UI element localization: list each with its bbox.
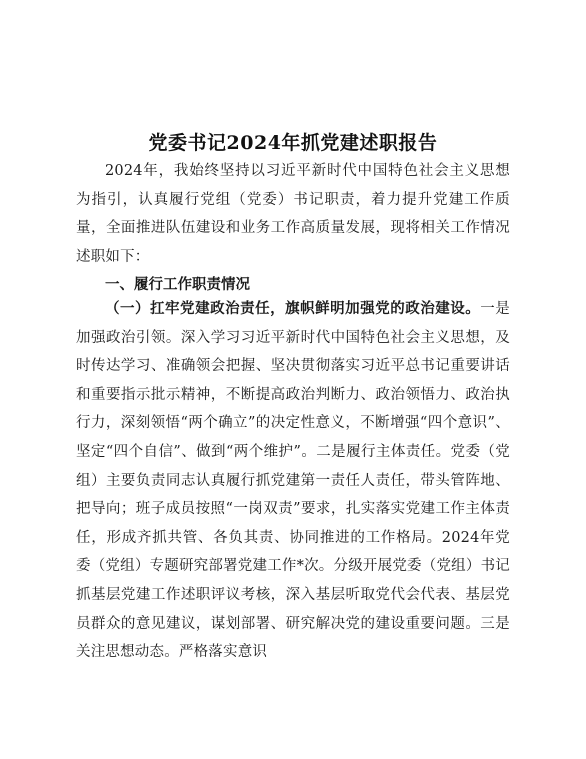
intro-paragraph: 2024年，我始终坚持以习近平新时代中国特色社会主义思想为指引，认真履行党组（党委）书记职责，着力提升党建工作质量，全面推进队伍建设和业务工作高质量发展，现将相关工作情况述职如下： [76,163,510,265]
subsection-body: 一是加强政治引领。深入学习习近平新时代中国特色社会主义思想，及时传达学习、准确领会把握、坚决贯彻落实习近平总书记重要讲话和重要指示批示精神，不断提高政治判断力、政治领悟力、政治执行力，深刻领悟“两个确立”的决定性意义，不断增强“四个意识”、坚定“四个自信”、做到“两个维护”。二是履行主体责任。党委（党组）主要负责同志认真履行抓党建第一责任人责任，带头管阵地、把导向；班子成员按照“一岗双责”要求，扎实落实党建工作主体责任，形成齐抓共管、各负其责、协同推进的工作格局。2024年党委（党组）专题研究部署党建工作*次。分级开展党委（党组）书记抓基层党建工作述职评议考核，深入基层听取党代会代表、基层党员群众的意见建议，谋划部署、研究解决党的建设重要问题。三是关注思想动态。严格落实意识 [76,301,510,661]
section-heading: 一、履行工作职责情况 [105,277,250,293]
document-title: 党委书记2024年抓党建述职报告 [148,132,438,154]
subsection-heading: （一）扛牢党建政治责任，旗帜鲜明加强党的政治建设。 [105,300,481,317]
subsection-paragraph [76,295,510,667]
